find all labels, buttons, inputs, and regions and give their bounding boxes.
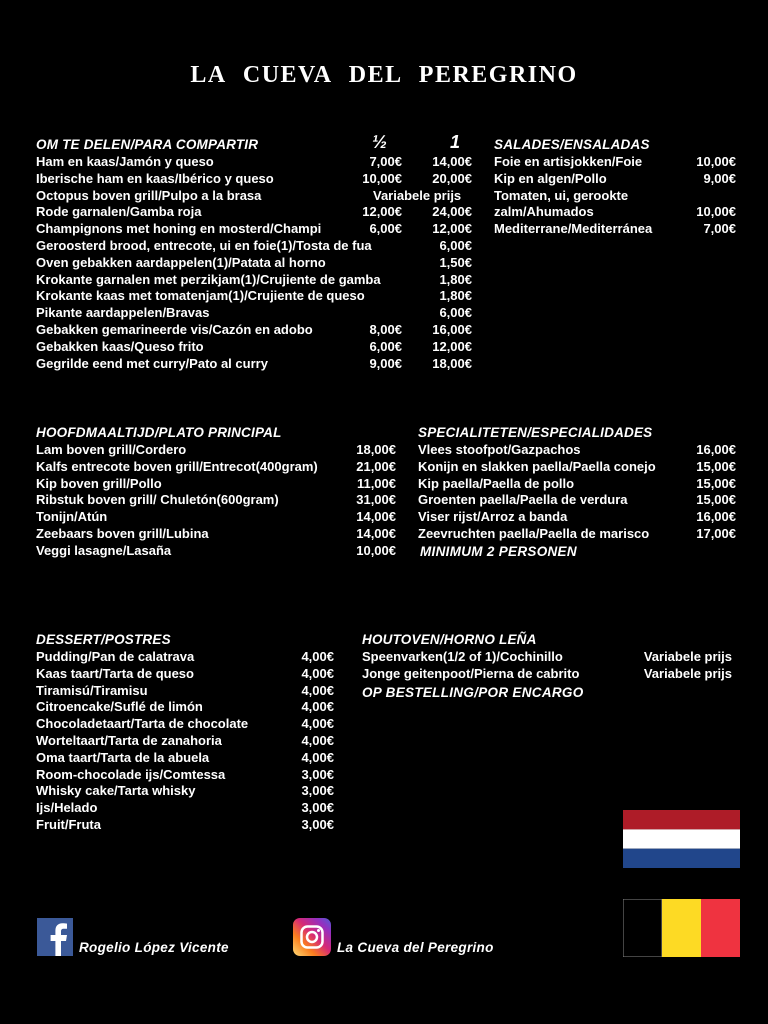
item-name: Pikante aardappelen/Bravas [36,305,210,321]
item-name: Foie en artisjokken/Foie [494,154,643,169]
share-item [36,221,476,238]
item-name: Gebakken kaas/Queso frito [36,338,204,354]
facebook-icon[interactable] [37,918,73,956]
item-price: 4,00€ [301,649,334,664]
item-price-full: 6,00€ [439,237,472,253]
item-name: Jonge geitenpoot/Pierna de cabrito [362,665,580,681]
share-item [36,255,476,272]
item-price-half: 6,00€ [369,338,402,354]
item-price: 10,00€ [356,542,396,558]
item-price-full: 1,80€ [439,288,472,304]
specialties-item [418,509,738,526]
item-price-full: 18,00€ [432,355,472,371]
item-name: Krokante kaas met tomatenjam(1)/Crujiente de queso [36,288,365,304]
item-price: 14,00€ [356,509,396,525]
item-price-full: 24,00€ [432,204,472,220]
share-section [36,136,476,372]
item-price-full: 1,50€ [439,254,472,270]
item-price: 4,00€ [301,716,334,732]
item-price: 10,00€ [696,154,736,169]
main-item [36,476,398,493]
item-price-full: 16,00€ [432,321,472,337]
item-name: Fruit/Fruta [36,816,101,832]
dessert-item [36,750,336,767]
share-list [36,154,476,372]
item-name: zalm/Ahumados [494,204,594,220]
belgium-flag [623,899,740,957]
dessert-heading: DESSERT/POSTRES [36,632,171,647]
dessert-list [36,649,336,834]
item-name: Kip en algen/Pollo [494,170,607,186]
salads-list [494,154,738,238]
item-price-full: 6,00€ [439,305,472,321]
oven-section [362,631,742,683]
item-name: Room-chocolade ijs/Comtessa [36,766,226,782]
item-name: Worteltaart/Tarta de zanahoria [36,732,222,748]
menu-title: LA CUEVA DEL PEREGRINO [190,62,578,88]
item-price: 21,00€ [356,458,396,474]
salads-item [494,204,738,221]
order-note: OP BESTELLING/POR ENCARGO [362,685,584,700]
item-price: Variabele prijs [643,649,732,664]
main-item [36,442,398,459]
oven-item [362,649,742,666]
salads-item [494,221,738,238]
item-name: Chocoladetaart/Tarta de chocolate [36,716,249,732]
nl-flag-white-stripe [623,829,740,848]
salads-heading: SALADES/ENSALADAS [494,137,650,152]
item-name: Zeevruchten paella/Paella de marisco [418,525,650,541]
oven-item [362,666,742,683]
main-item [36,459,398,476]
share-item [36,305,476,322]
item-name: Octopus boven grill/Pulpo a la brasa [36,187,262,203]
item-name: Gebakken gemarineerde vis/Cazón en adobo [36,321,313,337]
item-price: 16,00€ [696,509,736,525]
be-flag-red-stripe [701,899,740,957]
share-item [36,288,476,305]
item-price: 4,00€ [301,732,334,748]
item-price: 3,00€ [301,766,334,782]
item-name: Zeebaars boven grill/Lubina [36,525,209,541]
col-full-header: 1 [450,132,461,152]
facebook-label[interactable]: Rogelio López Vicente [79,940,229,955]
item-name: Iberische ham en kaas/Ibérico y queso [36,170,274,186]
main-item [36,526,398,543]
item-name: Groenten paella/Paella de verdura [418,492,628,508]
item-name: Ijs/Helado [36,800,98,816]
item-name: Ham en kaas/Jamón y queso [36,154,214,169]
item-price: 15,00€ [696,492,736,508]
item-price: 4,00€ [301,699,334,715]
item-price: 3,00€ [301,816,334,832]
item-name: Oma taart/Tarta de la abuela [36,749,210,765]
item-price: 3,00€ [301,783,334,799]
specialties-item [418,476,738,493]
specialties-section [418,424,738,543]
item-price: 9,00€ [703,170,736,186]
item-name: Tonijn/Atún [36,509,108,525]
item-name: Pudding/Pan de calatrava [36,649,195,664]
item-price: 4,00€ [301,665,334,681]
main-list [36,442,398,560]
salads-section [494,136,738,238]
netherlands-flag [623,810,740,868]
share-item [36,154,476,171]
salads-item [494,188,738,205]
item-name: Tomaten, ui, gerookte [494,187,629,203]
item-price: 31,00€ [356,492,396,508]
specialties-item [418,459,738,476]
item-name: Champignons met honing en mosterd/Champi [36,221,322,237]
item-price-full: 14,00€ [432,154,472,169]
main-item [36,509,398,526]
item-price: 4,00€ [301,749,334,765]
item-name: Tiramisú/Tiramisu [36,682,148,698]
item-price: 17,00€ [696,525,736,541]
specialties-item [418,526,738,543]
be-flag-yellow-stripe [662,899,701,957]
item-price-full: 1,80€ [439,271,472,287]
share-item [36,238,476,255]
item-name: Rode garnalen/Gamba roja [36,204,202,220]
item-name: Lam boven grill/Cordero [36,442,187,457]
dessert-item [36,817,336,834]
main-heading: HOOFDMAALTIJD/PLATO PRINCIPAL [36,425,282,440]
share-heading: OM TE DELEN/PARA COMPARTIR [36,137,259,152]
instagram-icon[interactable] [293,918,331,956]
dessert-item [36,683,336,700]
dessert-item [36,716,336,733]
item-price-variable: Variabele prijs [373,187,462,203]
item-name: Ribstuk boven grill/ Chuletón(600gram) [36,492,279,508]
item-price-half: 6,00€ [369,221,402,237]
item-name: Mediterrane/Mediterránea [494,221,653,237]
salads-item [494,154,738,171]
specialties-item [418,492,738,509]
item-price: 10,00€ [696,204,736,220]
item-price: 16,00€ [696,442,736,457]
minimum-persons-note: MINIMUM 2 PERSONEN [420,544,577,559]
share-item [36,339,476,356]
nl-flag-blue-stripe [623,849,740,868]
item-name: Vlees stoofpot/Gazpachos [418,442,581,457]
dessert-item [36,666,336,683]
item-price-half: 10,00€ [362,170,402,186]
oven-list [362,649,742,683]
dessert-item [36,649,336,666]
share-item [36,272,476,289]
item-price: 7,00€ [703,221,736,237]
instagram-label[interactable]: La Cueva del Peregrino [337,940,494,955]
item-name: Geroosterd brood, entrecote, ui en foie(1)/Tosta de fua [36,237,372,253]
dessert-section [36,631,336,834]
item-price-half: 12,00€ [362,204,402,220]
item-price: 18,00€ [356,442,396,457]
item-price: 15,00€ [696,458,736,474]
dessert-item [36,800,336,817]
dessert-item [36,783,336,800]
salads-item [494,171,738,188]
col-half-header: ½ [372,132,388,152]
item-name: Kip paella/Paella de pollo [418,475,575,491]
item-price-half: 7,00€ [369,154,402,169]
specialties-list [418,442,738,543]
item-name: Whisky cake/Tarta whisky [36,783,196,799]
item-price: 4,00€ [301,682,334,698]
item-name: Kalfs entrecote boven grill/Entrecot(400gram) [36,458,318,474]
oven-heading: HOUTOVEN/HORNO LEÑA [362,632,537,647]
main-item [36,543,398,560]
share-item [36,188,476,205]
item-price: Variabele prijs [643,665,732,681]
dessert-item [36,767,336,784]
share-item [36,322,476,339]
item-price-full: 12,00€ [432,338,472,354]
item-name: Gegrilde eend met curry/Pato al curry [36,355,268,371]
item-price-full: 12,00€ [432,221,472,237]
specialties-item [418,442,738,459]
dessert-item [36,699,336,716]
item-name: Citroencake/Suflé de limón [36,699,203,715]
item-name: Konijn en slakken paella/Paella conejo [418,458,656,474]
main-section [36,424,398,560]
dessert-item [36,733,336,750]
specialties-heading: SPECIALITETEN/ESPECIALIDADES [418,425,653,440]
item-price-half: 9,00€ [369,355,402,371]
share-item [36,171,476,188]
item-name: Veggi lasagne/Lasaña [36,542,172,558]
item-price: 11,00€ [356,475,396,491]
main-item [36,492,398,509]
item-price: 15,00€ [696,475,736,491]
item-price: 3,00€ [301,800,334,816]
item-name: Krokante garnalen met perzikjam(1)/Crujiente de gamba [36,271,381,287]
item-name: Speenvarken(1/2 of 1)/Cochinillo [362,649,563,664]
item-name: Kaas taart/Tarta de queso [36,665,194,681]
item-name: Kip boven grill/Pollo [36,475,162,491]
item-price-full: 20,00€ [432,170,472,186]
item-name: Viser rijst/Arroz a banda [418,509,568,525]
share-item [36,356,476,373]
share-item [36,204,476,221]
nl-flag-red-stripe [623,810,740,829]
item-price-half: 8,00€ [369,321,402,337]
item-price: 14,00€ [356,525,396,541]
item-name: Oven gebakken aardappelen(1)/Patata al horno [36,254,326,270]
be-flag-black-stripe [623,899,662,957]
